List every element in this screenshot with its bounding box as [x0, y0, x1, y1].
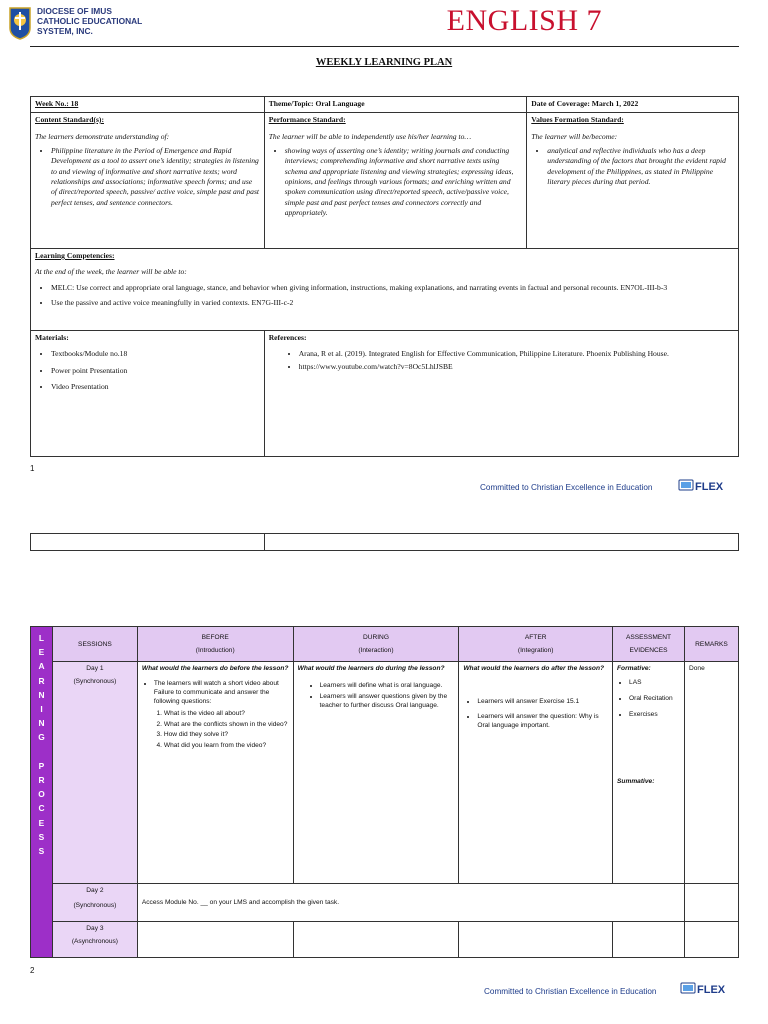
during-item: • Learners will answer questions given by the teacher to further discuss Oral language.	[320, 692, 455, 710]
flex-logo-icon	[680, 979, 730, 997]
references-label: References:	[268, 333, 307, 342]
remarks-header: REMARKS	[684, 627, 738, 662]
learning-competencies-intro: At the end of the week, the learner will be able to:	[35, 267, 187, 277]
diocese-seal-icon	[8, 6, 32, 40]
reference-link[interactable]: • https://www.youtube.com/watch?v=8Oc5LhlJSBE	[299, 362, 734, 372]
date-of-coverage: Date of Coverage: March 1, 2022	[527, 97, 739, 113]
values-formation-label: Values Formation Standard:	[531, 115, 624, 124]
competency-item: • Use the passive and active voice meaningfully in varied contexts. EN7G-III-c-2	[51, 298, 734, 308]
side-letter	[31, 745, 52, 759]
values-formation-cell	[527, 113, 739, 249]
side-letter: L	[38, 633, 45, 643]
performance-standard-cell	[264, 113, 527, 249]
formative-item: • Exercises	[629, 710, 680, 719]
video-question: 4. What did you learn from the video?	[164, 741, 289, 750]
side-letter: E	[38, 817, 45, 828]
side-letter: N	[38, 718, 45, 729]
performance-standard-label: Performance Standard:	[268, 115, 346, 124]
side-letter: E	[38, 647, 45, 658]
subject-title: ENGLISH 7	[446, 4, 602, 37]
remarks-cell: Done	[684, 662, 738, 884]
header-divider	[30, 46, 739, 47]
video-question: 2. What are the conflicts shown in the video?	[164, 720, 289, 729]
before-question: What would the learners do before the lesson?	[141, 665, 289, 672]
side-letter: N	[38, 689, 45, 700]
reference-item: • Arana, R et al. (2019). Integrated English for Effective Communication, Philippine Literature. Phoenix Publishing House.	[299, 349, 734, 359]
svg-text:FLEX: FLEX	[697, 984, 726, 996]
side-letter: R	[38, 775, 45, 786]
after-activity-cell	[459, 662, 613, 884]
before-item: • The learners will watch a short video about Failure to communicate and answer the following questions:	[154, 679, 289, 706]
during-header: DURING (Interaction)	[293, 627, 459, 662]
content-standard-cell	[31, 113, 265, 249]
content-standard-item: • Philippine literature in the Period of Emergence and Rapid Development as a tool to assert one’s identity; strategies in listening to and viewing of informative and short narrative texts; word relationships and associations; informative speech forms; and use of direct/reported speech, passive/ active voice, simple past and past perfect tenses, and sentence connectors.	[51, 146, 260, 208]
materials-label: Materials:	[35, 333, 69, 342]
formative-item: • Oral Recitation	[629, 694, 680, 703]
assessment-cell	[613, 662, 685, 884]
side-letter: O	[38, 789, 45, 800]
day2-instructions: Access Module No. __ on your LMS and accomplish the given task.	[137, 884, 684, 922]
side-letter: G	[38, 732, 45, 743]
svg-text:FLEX: FLEX	[695, 481, 724, 493]
content-standard-label: Content Standard(s):	[35, 115, 104, 124]
before-header: BEFORE (Introduction)	[137, 627, 293, 662]
week-number: Week No.: 18	[31, 97, 265, 113]
material-item: • Power point Presentation	[51, 366, 260, 376]
after-header: AFTER (Integration)	[459, 627, 613, 662]
side-letter: I	[40, 704, 43, 715]
footer-tagline: Committed to Christian Excellence in Education	[480, 483, 653, 492]
side-letter: S	[38, 846, 45, 857]
side-letter: P	[38, 760, 45, 771]
continuation-table	[30, 533, 739, 551]
footer-tagline: Committed to Christian Excellence in Education	[484, 987, 657, 996]
before-activity-cell	[137, 662, 293, 884]
document-title: WEEKLY LEARNING PLAN	[315, 57, 453, 68]
weekly-plan-table	[30, 96, 739, 457]
summative-label: Summative:	[617, 778, 655, 785]
side-letter: A	[38, 661, 45, 672]
session-day-3: Day 3 (Asynchronous)	[52, 922, 137, 958]
during-question: What would the learners do during the lesson?	[297, 665, 445, 672]
learning-process-table	[30, 626, 739, 958]
references-cell	[264, 331, 738, 457]
theme-topic: Theme/Topic: Oral Language	[264, 97, 527, 113]
learning-competencies-cell	[31, 249, 739, 331]
learning-process-side-label	[31, 627, 53, 958]
after-question: What would the learners do after the lesson?	[463, 665, 604, 672]
formative-label: Formative:	[617, 665, 651, 672]
assessment-header: ASSESSMENT EVIDENCES	[613, 627, 685, 662]
material-item: • Textbooks/Module no.18	[51, 349, 260, 359]
page-number: 1	[30, 464, 35, 473]
material-item: • Video Presentation	[51, 382, 260, 392]
after-item: • Learners will answer the question: Why is Oral language important.	[477, 712, 608, 730]
during-item: • Learners will define what is oral language.	[320, 681, 455, 690]
video-question: 1. What is the video all about?	[164, 709, 289, 718]
page-number: 2	[30, 966, 35, 975]
during-activity-cell	[293, 662, 459, 884]
page-header	[0, 0, 768, 48]
values-formation-intro: The learner will be/become:	[531, 132, 618, 142]
side-letter: R	[38, 675, 45, 686]
organization-name: DIOCESE OF IMUS CATHOLIC EDUCATIONAL SYSTEM, INC.	[37, 6, 143, 36]
session-day-2: Day 2 (Synchronous)	[52, 884, 137, 922]
side-letter: C	[38, 803, 45, 814]
learning-competencies-label: Learning Competencies:	[35, 251, 115, 260]
formative-item: • LAS	[629, 678, 680, 687]
session-day-1: Day 1 (Synchronous)	[52, 662, 137, 884]
performance-standard-intro: The learner will be able to independently use his/her learning to…	[268, 132, 472, 142]
after-item: • Learners will answer Exercise 15.1	[477, 697, 608, 706]
performance-standard-item: • showing ways of asserting one’s identity; writing journals and conducting interviews; comprehending informative and short narrative texts using schema and appropriate listening and viewing strategies; expressing ideas, opinions, and feelings through various formats; and enriching written and spoken communication using direct/reported speech, active/passive voice, simple past and past perfect tenses and connectors correctly and appropriately.	[285, 146, 523, 219]
competency-item: • MELC: Use correct and appropriate oral language, stance, and behavior when giving information, instructions, making explanations, and narrating events in factual and personal recounts. EN7OL-III-b-3	[51, 283, 734, 293]
video-question: 3. How did they solve it?	[164, 730, 289, 739]
materials-cell	[31, 331, 265, 457]
flex-logo-icon	[678, 476, 728, 494]
sessions-header: SESSIONS	[52, 627, 137, 662]
content-standard-intro: The learners demonstrate understanding of:	[35, 132, 170, 142]
values-formation-item: • analytical and reflective individuals who has a deep understanding of the factors that brought the evident rapid development of the Philippines, as stated in Philippine literary pieces during that period.	[547, 146, 734, 188]
side-letter: S	[38, 831, 45, 842]
